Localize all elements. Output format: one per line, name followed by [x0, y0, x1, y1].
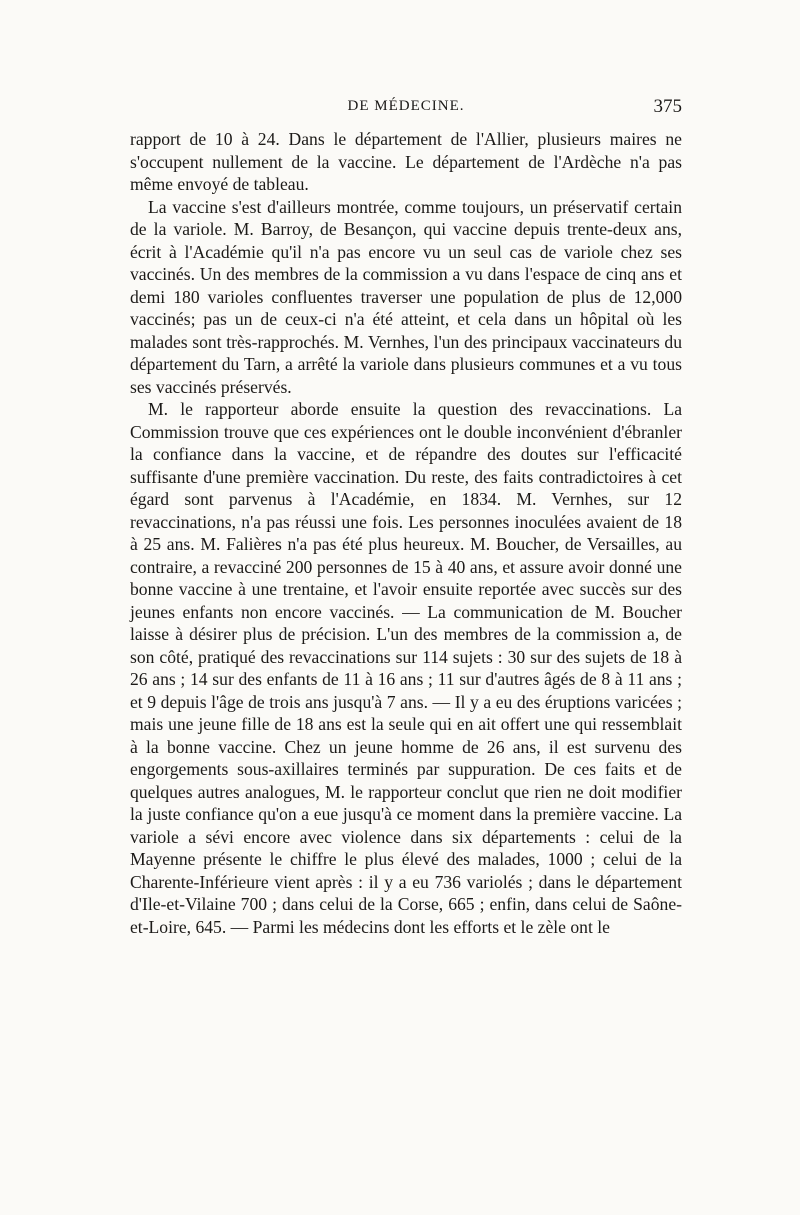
running-head	[130, 98, 682, 124]
book-page	[130, 98, 682, 938]
body-text	[130, 128, 682, 938]
paragraph-1: rapport de 10 à 24. Dans le département de l'Allier, plusieurs maires ne s'occupent nullement de la vaccine. Le département de l'Ardèche n'a pas même envoyé de tableau.	[130, 129, 682, 194]
running-title: DE MÉDECINE.	[347, 98, 465, 114]
paragraph-2: La vaccine s'est d'ailleurs montrée, comme toujours, un préservatif certain de la variole. M. Barroy, de Besançon, qui vaccine depuis trente-deux ans, écrit à l'Académie qu'il n'a pas encore vu un seul cas de variole chez ses vaccinés. Un des membres de la commission a vu dans l'espace de cinq ans et demi 180 varioles confluentes traverser une population de plus de 12,000 vaccinés; pas un de ceux-ci n'a été atteint, et cela dans un hôpital où les malades sont très-rapprochés. M. Vernhes, l'un des principaux vaccinateurs du département du Tarn, a arrêté la variole dans plusieurs communes et a vu tous ses vaccinés préservés.	[130, 196, 682, 397]
paragraph-3: M. le rapporteur aborde ensuite la question des revaccinations. La Commission trouve que ces expériences ont le double inconvénient d'ébranler la confiance dans la vaccine, et de répandre des doutes sur l'efficacité suffisante d'une première vaccination. Du reste, des faits contradictoires à cet égard sont parvenus à l'Académie, en 1834. M. Vernhes, sur 12 revaccinations, n'a pas réussi une fois. Les personnes inoculées avaient de 18 à 25 ans. M. Falières n'a pas été plus heureux. M. Boucher, de Versailles, au contraire, a revacciné 200 personnes de 15 à 40 ans, et assure avoir donné une bonne vaccine à une trentaine, et l'avoir ensuite reportée avec succès sur des jeunes enfants non encore vaccinés. — La communication de M. Boucher laisse à désirer plus de précision. L'un des membres de la commission a, de son côté, pratiqué des revaccinations sur 114 sujets : 30 sur des sujets de 18 à 26 ans ; 14 sur des enfants de 11 à 16 ans ; 11 sur d'autres âgés de 8 à 11 ans ; et 9 depuis l'âge de trois ans jusqu'à 7 ans. — Il y a eu des éruptions varicées ; mais une jeune fille de 18 ans est la seule qui en ait offert une qui ressemblait à la bonne vaccine. Chez un jeune homme de 26 ans, il est survenu des engorgements sous-axillaires terminés par suppuration. De ces faits et de quelques autres analogues, M. le rapporteur conclut que rien ne doit modifier la juste confiance qu'on a eue jusqu'à ce moment dans la première vaccine. La variole a sévi encore avec violence dans six départements : celui de la Mayenne présente le chiffre le plus élevé des malades, 1000 ; celui de la Charente-Inférieure vient après : il y a eu 736 variolés ; dans le département d'Ile-et-Vilaine 700 ; dans celui de la Corse, 665 ; enfin, dans celui de Saône-et-Loire, 645. — Parmi les médecins dont les efforts et le zèle ont le	[130, 399, 682, 937]
page-number: 375	[653, 96, 682, 117]
